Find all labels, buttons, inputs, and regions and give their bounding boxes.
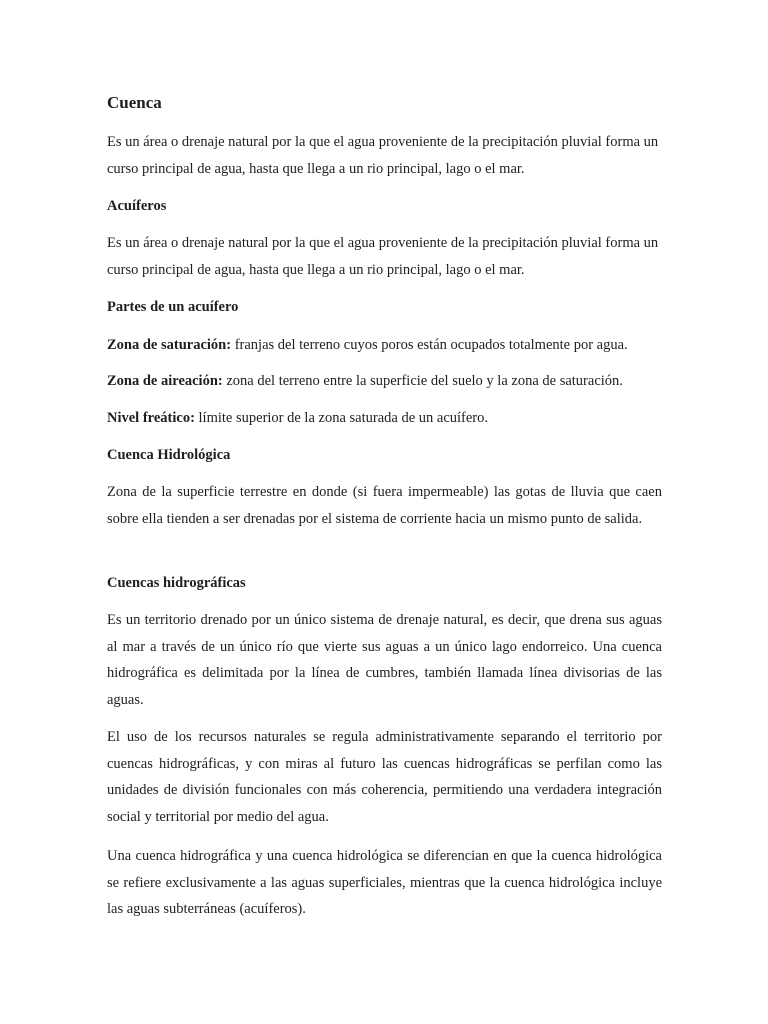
parte-definition: zona del terreno entre la superficie del suelo y la zona de saturación. [222, 373, 623, 389]
cuenca-paragraph: Es un área o drenaje natural por la que el agua proveniente de la precipitación pluvial forma un curso principal de agua, hasta que llega a un rio principal, lago o el mar. [107, 134, 659, 177]
acuiferos-paragraph: Es un área o drenaje natural por la que el agua proveniente de la precipitación pluvial forma un curso principal de agua, hasta que llega a un rio principal, lago o el mar. [107, 235, 659, 278]
parte-zona-saturacion [107, 335, 628, 355]
parte-term: Zona de aireación: [107, 373, 223, 389]
parte-zona-aireacion [107, 371, 623, 391]
hidrologica-paragraph: Zona de la superficie terrestre en donde (si fuera impermeable) las gotas de lluvia que caen sobre ella tienden a ser drenadas por el sistema de corriente hacia un mismo punto de salida. [107, 484, 662, 527]
acuiferos-heading: Acuíferos [107, 198, 167, 214]
parte-definition: límite superior de la zona saturada de un acuífero. [194, 410, 489, 426]
parte-term: Zona de saturación: [107, 337, 232, 353]
recursos-paragraph: El uso de los recursos naturales se regula administrativamente separando el territorio por cuencas hidrográficas, y con miras al futuro las cuencas hidrográficas se perfilan como las unidades de división funcionales con más coherencia, permitiendo una verdadera integración social y territorial por medio del agua. [107, 729, 662, 825]
partes-heading: Partes de un acuífero [107, 299, 239, 315]
parte-term: Nivel freático: [107, 410, 195, 426]
parte-nivel-freatico [107, 408, 488, 428]
hidrograficas-heading: Cuencas hidrográficas [107, 575, 246, 591]
parte-definition: franjas del terreno cuyos poros están ocupados totalmente por agua. [231, 337, 628, 353]
diferencia-paragraph: Una cuenca hidrográfica y una cuenca hidrológica se diferencian en que la cuenca hidrológica se refiere exclusivamente a las aguas superficiales, mientras que la cuenca hidrológica incluye las aguas subterráneas (acuíferos). [107, 848, 662, 917]
hidrologica-heading: Cuenca Hidrológica [107, 447, 231, 463]
document-title: Cuenca [107, 93, 162, 112]
hidrograficas-paragraph: Es un territorio drenado por un único sistema de drenaje natural, es decir, que drena sus aguas al mar a través de un único río que vierte sus aguas a un único lago endorreico. Una cuenca hidrográfica es delimitada por la línea de cumbres, también llamada línea divisorias de las aguas. [107, 612, 662, 708]
